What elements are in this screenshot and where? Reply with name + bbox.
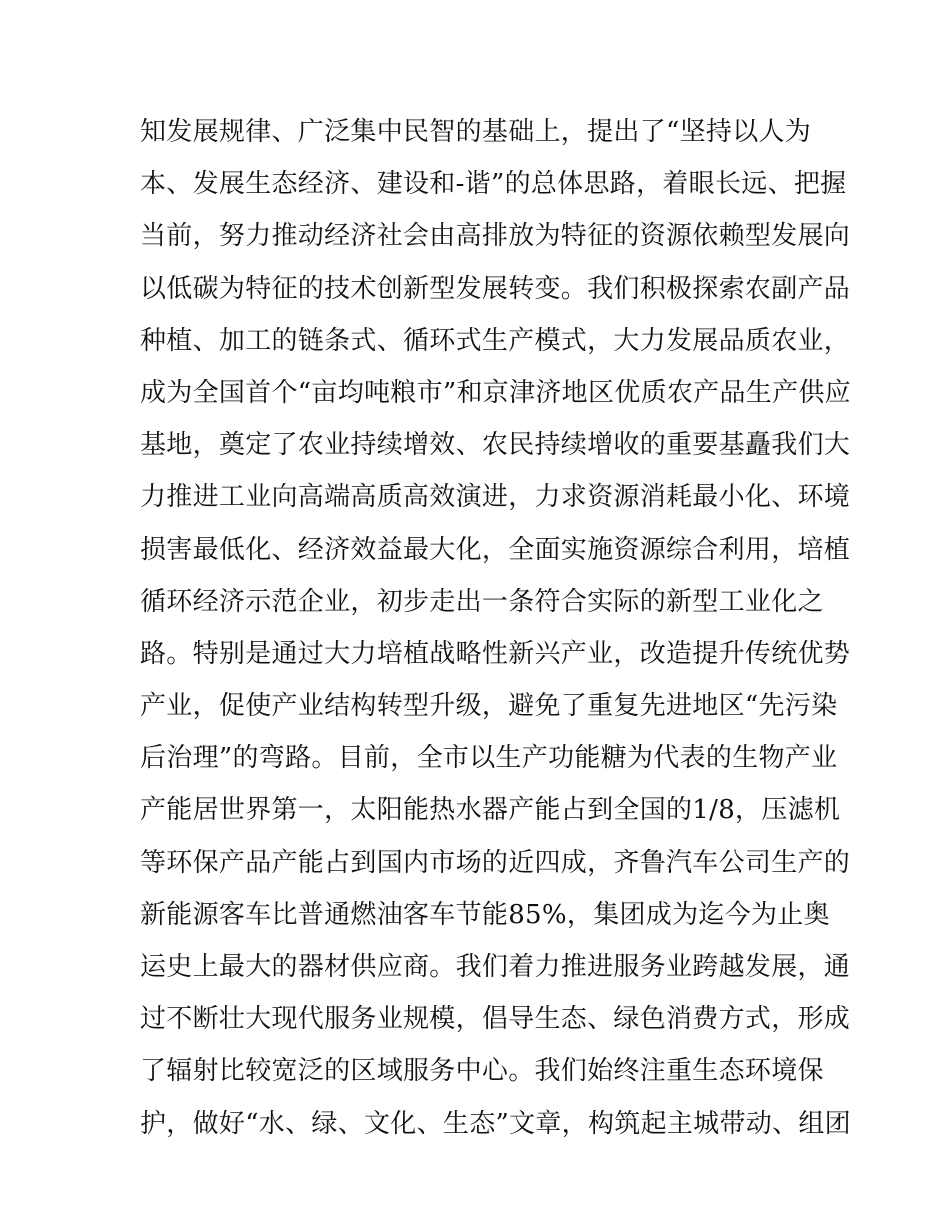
text-line-12: 产业，促使产业结构转型升级，避免了重复先进地区“先污染 — [140, 691, 838, 722]
text-line-11: 路。特别是通过大力培植战略性新兴产业，改造提升传统优势 — [140, 638, 851, 669]
text-line-15: 等环保产品产能占到国内市场的近四成，齐鲁汽车公司生产的 — [140, 847, 851, 878]
text-line-17: 运史上最大的器材供应商。我们着力推进服务业跨越发展，通 — [140, 952, 851, 982]
text-line-1: 知发展规律、广泛集中民智的基础上，提出了“坚持以人为 — [140, 117, 812, 147]
text-line-6: 成为全国首个“亩均吨粮市”和京津济地区优质农产品生产供应 — [140, 377, 851, 408]
text-line-13: 后治理”的弯路。目前，全市以生产功能糖为代表的生物产业 — [140, 743, 838, 774]
text-line-9: 损害最低化、经济效益最大化，全面实施资源综合利用，培植 — [140, 534, 851, 565]
text-line-20: 护，做好“水、绿、文化、生态”文章，构筑起主城带动、组团 — [140, 1108, 851, 1139]
text-line-19: 了辐射比较宽泛的区域服务中心。我们始终注重生态环境保 — [140, 1056, 824, 1087]
body-text — [140, 106, 851, 1150]
text-line-3: 当前，努力推动经济社会由高排放为特征的资源依赖型发展向 — [140, 221, 851, 252]
text-line-14: 产能居世界第一，太阳能热水器产能占到全国的1/8，压滤机 — [140, 795, 841, 826]
text-line-5: 种植、加工的链条式、循环式生产模式，大力发展品质农业， — [140, 325, 851, 356]
text-line-2: 本、发展生态经济、建设和-谐”的总体思路，着眼长远、把握 — [140, 169, 847, 200]
text-line-7: 基地，奠定了农业持续增效、农民持续增收的重要基矗我们大 — [140, 430, 851, 461]
text-line-4: 以低碳为特征的技术创新型发展转变。我们积极探索农副产品 — [140, 273, 851, 304]
text-line-18: 过不断壮大现代服务业规模，倡导生态、绿色消费方式，形成 — [140, 1004, 851, 1035]
text-line-10: 循环经济示范企业，初步走出一条符合实际的新型工业化之 — [140, 586, 824, 617]
text-line-16: 新能源客车比普通燃油客车节能85%，集团成为迄今为止奥 — [140, 899, 830, 930]
text-line-8: 力推进工业向高端高质高效演进，力求资源消耗最小化、环境 — [140, 482, 851, 513]
